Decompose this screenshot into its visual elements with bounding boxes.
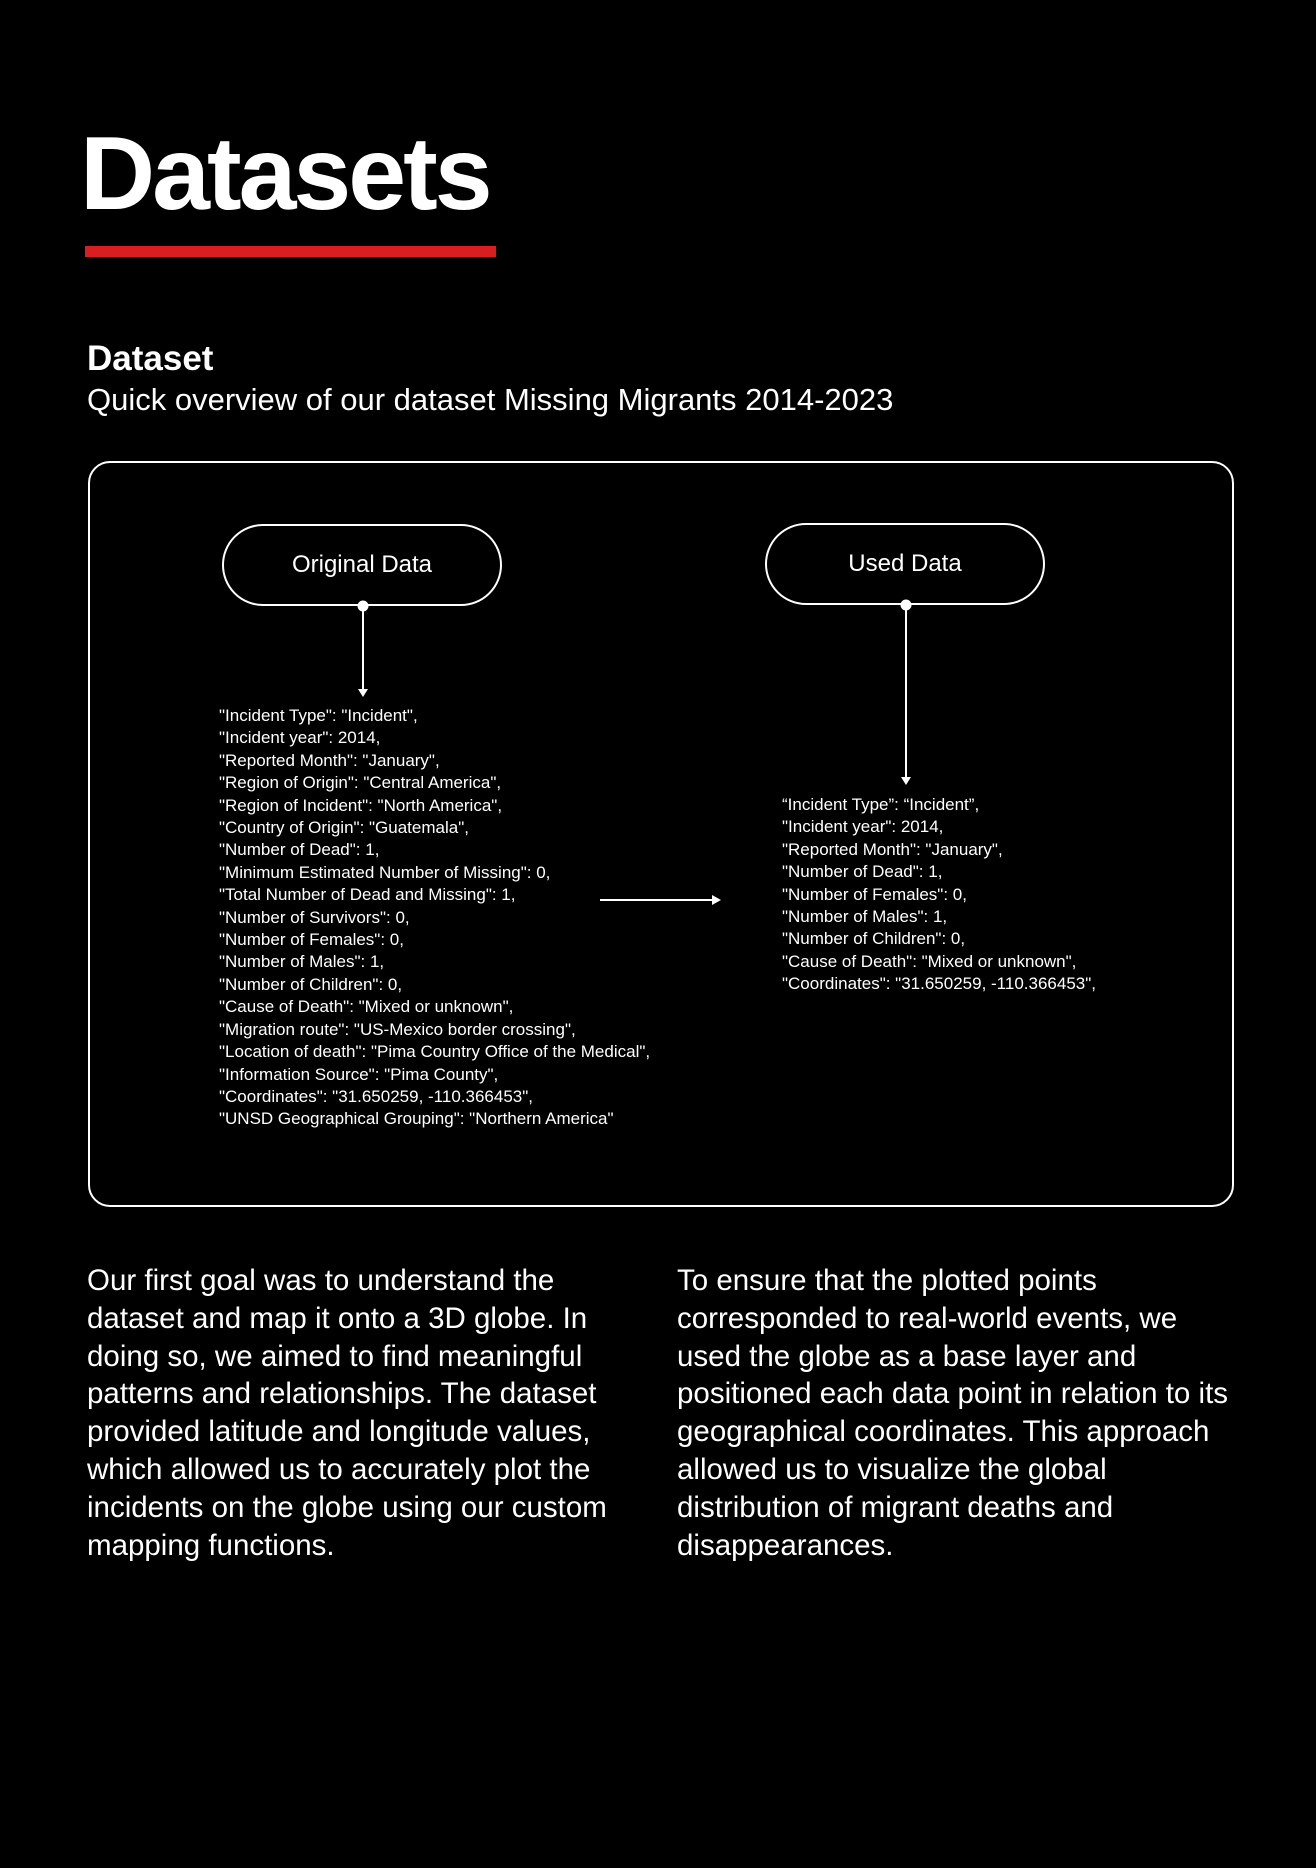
page-title: Datasets	[80, 116, 490, 232]
field-item: "Number of Survivors": 0,	[219, 907, 410, 927]
field-item: "Minimum Estimated Number of Missing": 0,	[219, 862, 551, 882]
section-title: Dataset	[87, 339, 214, 378]
field-item: "Incident year": 2014,	[219, 728, 381, 748]
field-item: "Number of Children": 0,	[219, 974, 403, 994]
title-underline	[85, 246, 496, 257]
field-item: "Coordinates": "31.650259, -110.366453",	[782, 974, 1096, 994]
field-item: "Incident Type": "Incident",	[219, 706, 418, 725]
field-item: "Number of Children": 0,	[782, 929, 966, 949]
transform-arrowhead	[712, 895, 721, 905]
field-item: "Number of Dead": 1,	[219, 840, 380, 860]
original-data-label: Original Data	[222, 524, 502, 606]
dataset-diagram	[88, 461, 1234, 1207]
field-item: "Migration route": "US-Mexico border crossing",	[219, 1019, 576, 1039]
field-item: "Region of Incident": "North America",	[219, 795, 503, 815]
field-item: "Reported Month": "January",	[782, 839, 1003, 859]
section-subtitle: Quick overview of our dataset Missing Migrants 2014-2023	[87, 382, 894, 417]
body-paragraph-right: To ensure that the plotted points corresponded to real-world events, we used the globe as a base layer and positioned each data point in relation to its geographical coordinates. This approach allowed us to visualize the global distribution of migrant deaths and disappearances.	[677, 1264, 1229, 1562]
used-data-label: Used Data	[765, 523, 1045, 605]
field-item: "Region of Origin": "Central America",	[219, 773, 502, 793]
field-item: "Cause of Death": "Mixed or unknown",	[782, 951, 1077, 971]
field-item: "Total Number of Dead and Missing": 1,	[219, 885, 516, 905]
field-item: “Incident Type”: “Incident”,	[782, 795, 980, 814]
used-field-list	[782, 794, 1096, 996]
field-item: "Location of death": "Pima Country Office of the Medical",	[219, 1042, 651, 1062]
field-item: "Number of Females": 0,	[782, 884, 967, 904]
field-item: "Coordinates": "31.650259, -110.366453",	[219, 1086, 533, 1106]
field-item: "Incident year": 2014,	[782, 817, 944, 837]
original-arrowhead	[358, 689, 368, 697]
field-item: "Number of Males": 1,	[782, 907, 948, 927]
field-item: "Information Source": "Pima County",	[219, 1064, 499, 1084]
field-item: "Number of Dead": 1,	[782, 862, 943, 882]
field-item: "Number of Females": 0,	[219, 930, 404, 950]
field-item: "Reported Month": "January",	[219, 750, 440, 770]
field-item: "UNSD Geographical Grouping": "Northern America"	[219, 1109, 614, 1129]
original-field-list	[219, 705, 650, 1131]
field-item: "Country of Origin": "Guatemala",	[219, 818, 469, 838]
body-paragraph-left: Our first goal was to understand the dataset and map it onto a 3D globe. In doing so, we aimed to find meaningful patterns and relationships. The dataset provided latitude and longitude values, which allowed us to accurately plot the incidents on the globe using our custom mapping functions.	[87, 1264, 607, 1562]
field-item: "Number of Males": 1,	[219, 952, 385, 972]
used-arrowhead	[901, 777, 911, 785]
field-item: "Cause of Death": "Mixed or unknown",	[219, 997, 514, 1017]
